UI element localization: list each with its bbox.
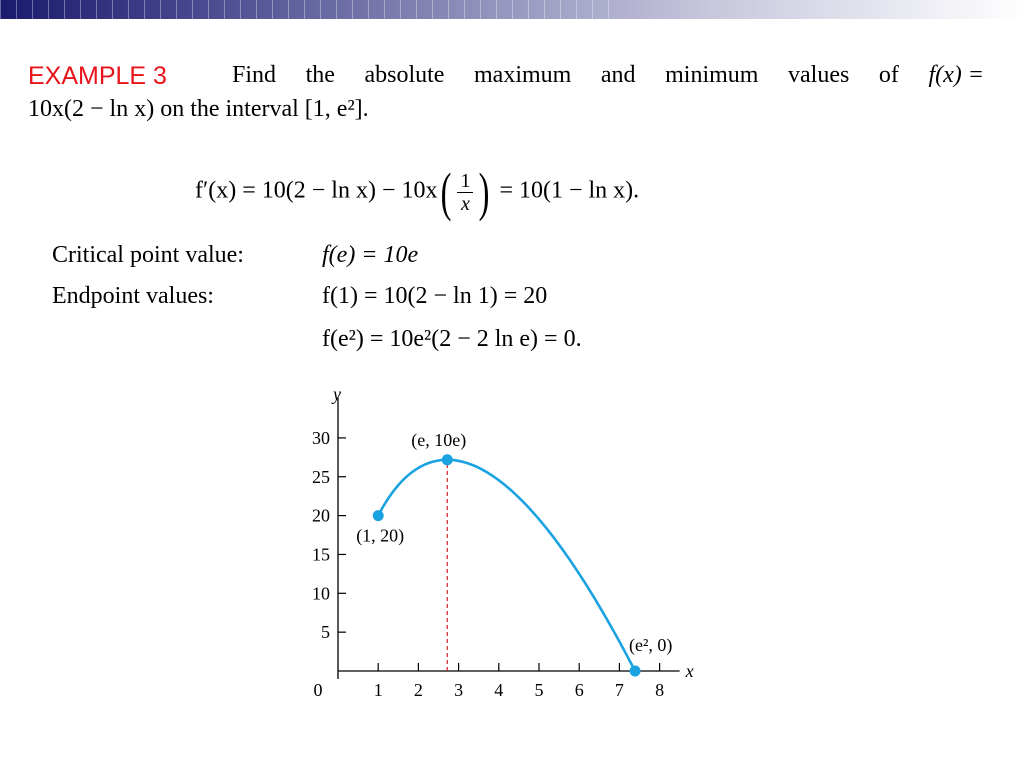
y-tick-label: 20 — [312, 505, 330, 526]
critical-point-value: f(e) = 10e — [322, 242, 419, 268]
point-label: (e, 10e) — [411, 429, 467, 450]
endpoint-value-2: f(e²) = 10e²(2 − 2 ln e) = 0. — [322, 326, 582, 352]
x-tick-label: 5 — [534, 680, 544, 700]
problem-statement-line1 — [232, 62, 984, 89]
point-label: (1, 20) — [356, 525, 405, 546]
problem-word: minimum — [665, 62, 759, 88]
y-tick-label: 10 — [312, 583, 330, 604]
x-tick-label: 2 — [413, 680, 423, 700]
problem-word: absolute — [364, 62, 445, 88]
problem-statement-line2: 10x(2 − ln x) on the interval [1, e²]. — [28, 96, 369, 122]
endpoint-values-label: Endpoint values: — [52, 283, 214, 309]
y-tick-label: 5 — [321, 622, 330, 643]
x-tick-label: 1 — [373, 680, 383, 700]
y-tick-label: 25 — [312, 466, 330, 487]
function-graph — [290, 380, 720, 710]
title-bar-pattern — [0, 0, 620, 19]
derivative-rhs: = 10(1 − ln x). — [499, 177, 640, 204]
problem-word: the — [305, 62, 335, 88]
point-marker — [442, 454, 453, 465]
x-axis-label: x — [685, 661, 694, 681]
y-tick-label: 15 — [312, 544, 330, 565]
fraction-denominator: x — [461, 192, 470, 215]
problem-word: f(x) = — [928, 62, 984, 88]
point-marker — [373, 510, 384, 521]
derivative-equation — [195, 162, 640, 222]
problem-word: Find — [232, 62, 277, 88]
y-axis-label: y — [333, 384, 341, 404]
problem-word: and — [600, 62, 636, 88]
x-tick-label: 7 — [614, 680, 624, 700]
y-tick-label: 30 — [312, 427, 330, 448]
function-curve — [378, 460, 635, 671]
x-tick-label: 6 — [574, 680, 584, 700]
example-label: EXAMPLE 3 — [28, 62, 167, 90]
left-paren: ( — [441, 162, 452, 222]
problem-word: maximum — [474, 62, 572, 88]
critical-point-label: Critical point value: — [52, 242, 244, 268]
right-paren: ) — [479, 162, 490, 222]
problem-word: values — [788, 62, 850, 88]
title-bar-decoration — [0, 0, 1024, 19]
endpoint-value-1: f(1) = 10(2 − ln 1) = 20 — [322, 283, 548, 309]
x-tick-label: 3 — [454, 680, 464, 700]
x-tick-label: 8 — [655, 680, 665, 700]
derivative-lhs: f′(x) = 10(2 − ln x) − 10x — [195, 177, 438, 204]
problem-word: of — [878, 62, 899, 88]
x-tick-label: 4 — [494, 680, 504, 700]
fraction-numerator: 1 — [457, 170, 473, 193]
point-label: (e², 0) — [629, 635, 673, 655]
fraction-one-over-x — [457, 170, 473, 215]
x-tick-label: 0 — [313, 680, 323, 700]
point-marker — [630, 666, 641, 677]
